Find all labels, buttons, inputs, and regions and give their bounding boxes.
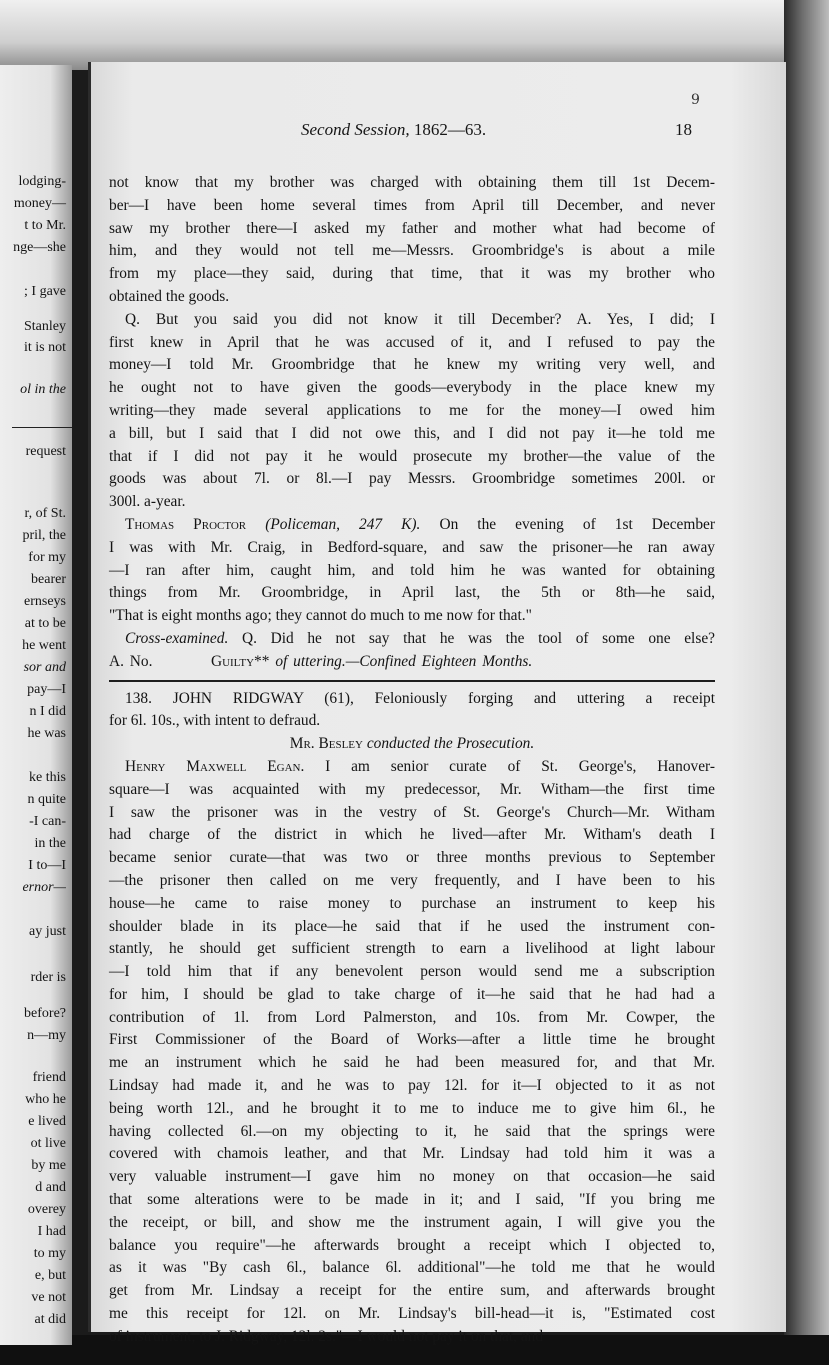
text-line: things from Mr. Groombridge, in April last, the 5th or 8th—he said,	[109, 584, 715, 602]
text-line: for him, I should be glad to take charge of it—he said that he had had a	[109, 985, 715, 1003]
facing-page-fragment: e, but	[34, 1268, 66, 1283]
facing-page-fragment: I had	[37, 1224, 66, 1239]
facing-page-fragment: before?	[24, 1006, 66, 1021]
facing-page-fragment: t to Mr.	[24, 218, 66, 233]
text-line: balance you require"—he afterwards brought a receipt which I objected to,	[109, 1236, 715, 1254]
facing-page	[0, 65, 72, 1345]
facing-page-fragment: e lived	[28, 1114, 66, 1129]
text-line: ber—I have been home several times from April till December, and never	[109, 196, 715, 214]
text-line: of instrument, to J. Ridgway, 12l. 2s."—I would not pay it on that, and	[109, 1327, 544, 1345]
facing-page-fragment: he was	[27, 726, 66, 741]
facing-page-fragment: ernseys	[24, 594, 66, 609]
page-handwritten-mark: 9	[691, 92, 700, 108]
counsel-line	[109, 733, 715, 756]
text-line: first knew in April that he was accused of it, and I refused to pay the	[109, 333, 715, 351]
facing-page-fragment: -I can-	[29, 814, 66, 829]
facing-page-fragment: ernor—	[22, 880, 66, 895]
text-line: house—he came to raise money to purchase an instrument to keep his	[109, 894, 715, 912]
text-line: having collected 6l.—on my objecting to it, he said that the springs were	[109, 1122, 715, 1140]
paragraph-testimony-1	[109, 172, 715, 309]
paragraph-proctor	[109, 514, 715, 674]
text-line: that if I did not pay it he would prosecute my brother—the value of the	[109, 447, 715, 465]
text-span: I am senior curate of St. George's, Hanover-	[325, 757, 715, 775]
text-line	[109, 756, 715, 779]
document-page	[88, 62, 786, 1345]
text-line: "That is eight months ago; they cannot do much to me now for that."	[109, 607, 532, 625]
text-line: a bill, but I said that I did not owe this, and I did not pay it—he told me	[109, 424, 715, 442]
facing-page-fragment: friend	[32, 1070, 66, 1085]
facing-page-fragment: at to be	[24, 616, 66, 631]
text-line: —I told him that if any benevolent person would send me a subscription	[109, 963, 715, 981]
text-line: very valuable instrument—I gave him no money on that occasion—he said	[109, 1168, 715, 1186]
text-line: he ought not to have given the goods—everybody in the place knew my	[109, 379, 715, 397]
running-head-title	[301, 120, 486, 140]
facing-page-fragment: ot live	[30, 1136, 66, 1151]
text-line: covered with chamois leather, and that Mr. Lindsay had told him it was a	[109, 1145, 715, 1163]
facing-page-fragment: ay just	[29, 924, 66, 939]
facing-page-fragment: n quite	[27, 792, 66, 807]
facing-page-fragment: ; I gave	[24, 284, 66, 299]
session-years: 1862—63.	[413, 120, 487, 139]
text-line: had charge of the district in which he lived—after Mr. Witham's death I	[109, 826, 715, 844]
facing-page-fragment: pril, the	[22, 528, 66, 543]
verdict-label: Guilty**	[210, 652, 270, 670]
facing-page-fragment: overey	[27, 1202, 66, 1217]
text-line: Q. But you said you did not know it till December? A. Yes, I did; I	[125, 310, 715, 328]
text-line: saw my brother there—I asked my father and mother what had become of	[109, 219, 715, 237]
text-line: 300l. a-year.	[109, 493, 186, 511]
session-label: Second Session,	[301, 120, 410, 139]
answer-text: A. No.	[109, 652, 153, 670]
counsel-name: Mr. Besley	[289, 735, 363, 753]
facing-page-fragment: bearer	[31, 572, 66, 587]
text-line: as it was "By cash 6l., balance 6l. additional"—he told me that he would	[109, 1259, 715, 1277]
case-section	[109, 688, 715, 1349]
text-line: —I ran after him, caught him, and told him he was wanted for obtaining	[109, 561, 715, 579]
witness-rank: (Policeman, 247 K).	[265, 515, 421, 533]
witness-name: Thomas Proctor	[125, 515, 247, 533]
facing-page-fragment: by me	[31, 1158, 66, 1173]
text-line: shoulder blade in its place—he said that if he used the instrument con-	[109, 917, 715, 935]
facing-page-fragment: request	[25, 444, 66, 459]
facing-page-fragment: Stanley	[24, 319, 66, 334]
text-line: being worth 12l., and he brought it to me to induce me to give him 6l., he	[109, 1099, 715, 1117]
facing-page-fragment: money—	[13, 196, 66, 211]
text-line: from my place—they said, during that time, that it was my brother who	[109, 265, 715, 283]
facing-page-fragment: lodging-	[18, 174, 66, 189]
text-line: me an instrument which he said he had been measured for, and that Mr.	[109, 1054, 715, 1072]
facing-page-fragment: r, of St.	[24, 506, 66, 521]
facing-page-fragment: at did	[34, 1312, 66, 1327]
text-line: not know that my brother was charged with obtaining them till 1st Decem-	[109, 174, 715, 191]
text-line: contribution of 1l. from Lord Palmerston, and 10s. from Mr. Cowper, the	[109, 1008, 715, 1026]
text-span: Q. Did he not say that he was the tool of some one else?	[241, 629, 715, 647]
facing-page-fragment: sor and	[23, 660, 66, 675]
text-line: stantly, he should get sufficient strength to earn a livelihood at light labour	[109, 940, 715, 958]
facing-page-fragment: he went	[22, 638, 66, 653]
text-line: get from Mr. Lindsay a receipt for the entire sum, and afterwards brought	[109, 1282, 715, 1300]
text-line: the receipt, or bill, and show me the instrument again, I will give you the	[109, 1213, 715, 1231]
facing-page-fragment: ve not	[31, 1290, 66, 1305]
paragraph-testimony-2	[109, 309, 715, 514]
counsel-text: conducted the Prosecution.	[366, 735, 535, 753]
text-line: me this receipt for 12l. on Mr. Lindsay's bill-head—it is, "Estimated cost	[109, 1305, 715, 1323]
cross-examined-label: Cross-examined.	[125, 629, 229, 647]
scan-background-right	[784, 0, 829, 1365]
text-line: money—I told Mr. Groombridge that he knew my writing very well, and	[109, 356, 715, 374]
facing-page-rule	[12, 427, 72, 428]
facing-page-fragment: ke this	[29, 770, 66, 785]
facing-page-fragment: n—my	[27, 1028, 66, 1043]
body-text	[109, 172, 715, 1349]
facing-page-fragment: I to—I	[28, 858, 66, 873]
paragraph-egan	[109, 779, 715, 1349]
section-divider	[109, 674, 715, 688]
facing-page-fragment: to my	[33, 1246, 66, 1261]
facing-page-fragment: it is not	[23, 340, 66, 355]
text-line: Lindsay had made it, and he was to pay 12l. for it—I objected to it as not	[109, 1077, 715, 1095]
text-line: that some alterations were to be made in it; and I said, "If you bring me	[109, 1191, 715, 1209]
text-line: became senior curate—that was two or three months previous to September	[109, 849, 715, 867]
text-line: him, and they would not tell me—Messrs. Groombridge's is about a mile	[109, 242, 715, 260]
facing-page-fragment: ol in the	[20, 382, 66, 397]
text-line: I saw the prisoner was in the vestry of St. George's Church—Mr. Witham	[109, 803, 715, 821]
text-line: I was with Mr. Craig, in Bedford-square, and saw the prisoner—he ran away	[109, 538, 715, 556]
case-heading: 138. JOHN RIDGWAY (61), Feloniously forging and uttering a receipt	[125, 689, 715, 707]
text-line: obtained the goods.	[109, 287, 230, 305]
case-heading-continued: for 6l. 10s., with intent to defraud.	[109, 712, 321, 730]
verdict-sentence: of uttering.—Confined Eighteen Months.	[275, 652, 533, 670]
verdict-line	[109, 651, 715, 674]
text-line: —the prisoner then called on me very frequently, and I have been to his	[109, 871, 715, 889]
facing-page-fragment: who he	[25, 1092, 66, 1107]
witness-name: Henry Maxwell Egan.	[125, 757, 305, 775]
text-span: On the evening of 1st December	[439, 515, 715, 533]
page-number: 18	[675, 120, 692, 139]
facing-page-fragment: d and	[35, 1180, 66, 1195]
facing-page-fragment: rder is	[30, 970, 66, 985]
facing-page-fragment: nge—she	[13, 240, 66, 255]
facing-page-fragment: pay—I	[27, 682, 66, 697]
text-line: writing—they made several applications to me for the money—I owed him	[109, 401, 715, 419]
text-line: goods was about 7l. or 8l.—I pay Messrs. Groombridge sometimes 200l. or	[109, 470, 715, 488]
text-line: First Commissioner of the Board of Works—after a little time he brought	[109, 1031, 715, 1049]
text-line	[109, 628, 715, 651]
text-line	[109, 514, 715, 537]
scan-background-top	[0, 0, 829, 70]
facing-page-fragment: n I did	[29, 704, 66, 719]
text-line: square—I was acquainted with my predecessor, Mr. Witham—the first time	[109, 780, 715, 798]
facing-page-fragment: in the	[34, 836, 66, 851]
facing-page-fragment: for my	[28, 550, 66, 565]
